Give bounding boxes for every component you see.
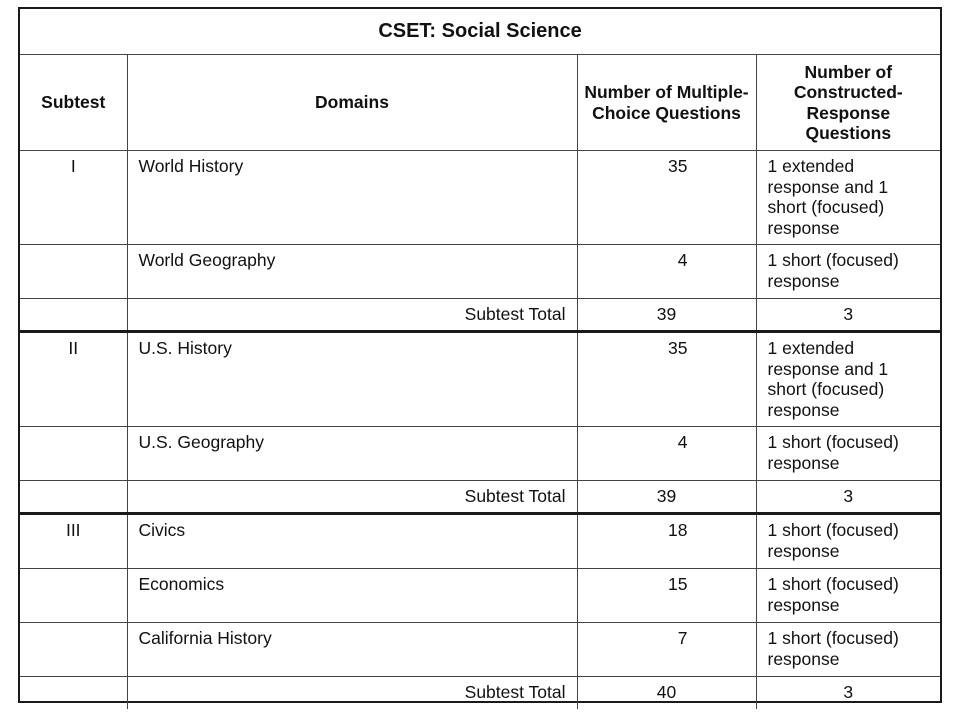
mc-cell: 18 <box>577 514 756 569</box>
subtest-id-empty <box>20 623 127 677</box>
subtest-id: III <box>20 514 127 569</box>
subtest-total-row <box>20 677 940 710</box>
subtest-total-mc: 39 <box>577 481 756 514</box>
table-row <box>20 569 940 623</box>
subtest-total-mc: 40 <box>577 677 756 710</box>
mc-cell: 15 <box>577 569 756 623</box>
table-title: CSET: Social Science <box>20 9 940 55</box>
table-row <box>20 332 940 427</box>
mc-cell: 4 <box>577 427 756 481</box>
cr-cell: 1 short (focused) response <box>756 623 940 677</box>
subtest-id-empty <box>20 677 127 710</box>
subtest-id-empty <box>20 569 127 623</box>
table-frame <box>18 7 942 703</box>
subtest-id-empty <box>20 299 127 332</box>
domain-cell: U.S. History <box>127 332 577 427</box>
table-row <box>20 245 940 299</box>
header-row <box>20 55 940 151</box>
table-row <box>20 514 940 569</box>
title-row <box>20 9 940 55</box>
cr-cell: 1 short (focused) response <box>756 245 940 299</box>
cr-cell: 1 short (focused) response <box>756 514 940 569</box>
subtest-total-cr: 3 <box>756 481 940 514</box>
subtest-id: II <box>20 332 127 427</box>
header-cr: Number of Constructed-Response Questions <box>756 55 940 151</box>
table-row <box>20 427 940 481</box>
domain-cell: World History <box>127 151 577 245</box>
domain-cell: California History <box>127 623 577 677</box>
header-subtest: Subtest <box>20 55 127 151</box>
cr-cell: 1 short (focused) response <box>756 427 940 481</box>
cr-cell: 1 extended response and 1 short (focused) response <box>756 332 940 427</box>
subtest-total-label: Subtest Total <box>127 677 577 710</box>
subtest-id-empty <box>20 427 127 481</box>
subtest-id-empty <box>20 245 127 299</box>
subtest-total-cr: 3 <box>756 677 940 710</box>
table-row <box>20 623 940 677</box>
cr-cell: 1 extended response and 1 short (focused) response <box>756 151 940 245</box>
subtest-total-row <box>20 481 940 514</box>
mc-cell: 35 <box>577 151 756 245</box>
subtest-total-label: Subtest Total <box>127 481 577 514</box>
domain-cell: World Geography <box>127 245 577 299</box>
header-mc: Number of Multiple-Choice Questions <box>577 55 756 151</box>
table-row <box>20 151 940 245</box>
mc-cell: 35 <box>577 332 756 427</box>
header-domains: Domains <box>127 55 577 151</box>
cr-cell: 1 short (focused) response <box>756 569 940 623</box>
mc-cell: 4 <box>577 245 756 299</box>
mc-cell: 7 <box>577 623 756 677</box>
subtest-id: I <box>20 151 127 245</box>
subtest-total-row <box>20 299 940 332</box>
cset-table <box>20 9 940 709</box>
domain-cell: Economics <box>127 569 577 623</box>
domain-cell: Civics <box>127 514 577 569</box>
subtest-id-empty <box>20 481 127 514</box>
subtest-total-cr: 3 <box>756 299 940 332</box>
subtest-total-mc: 39 <box>577 299 756 332</box>
domain-cell: U.S. Geography <box>127 427 577 481</box>
subtest-total-label: Subtest Total <box>127 299 577 332</box>
